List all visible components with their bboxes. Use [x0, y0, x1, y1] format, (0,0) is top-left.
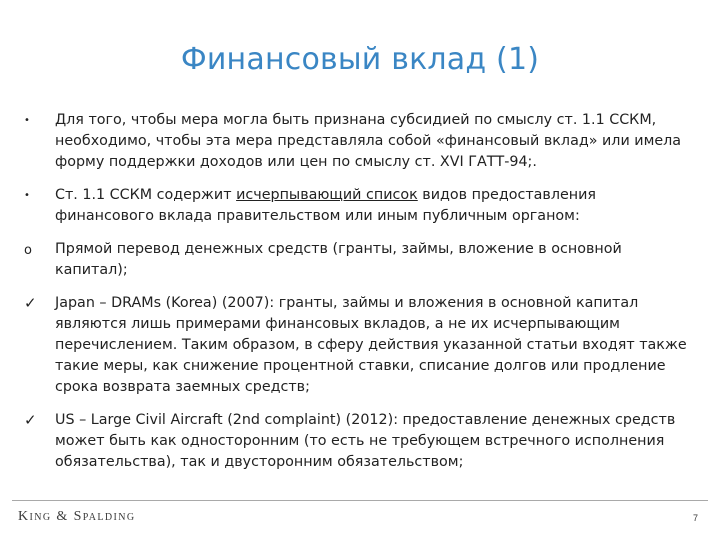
- bullet-text-before: Ст. 1.1 ССКМ содержит: [55, 187, 237, 203]
- slide-title: Финансовый вклад (1): [180, 42, 540, 77]
- checkmark-icon: ✓: [24, 294, 37, 312]
- king-spalding-logo: King & Spalding: [18, 509, 136, 524]
- bullet-text: Japan – DRAMs (Korea) (2007): гранты, займы и вложения в основной капитал являются лишь примерами финансовых вкладов, а не их исчерпывающим перечислением. Таким образом, в сферу действия указанной статьи входят также такие меры, как снижение процентной ставки, списание долгов или продление срока возврата заемных средств;: [55, 295, 687, 395]
- bullet-item-direct-transfer: [24, 239, 694, 281]
- bullet-dot-icon: •: [24, 115, 30, 126]
- underlined-term: исчерпывающий список: [236, 187, 418, 203]
- bullet-item-subsidy: [24, 110, 694, 173]
- bullet-item-japan-drams: [24, 293, 694, 398]
- footer-divider: [12, 500, 708, 501]
- bullet-list: [24, 110, 694, 485]
- checkmark-icon: ✓: [24, 411, 37, 429]
- bullet-text: US – Large Civil Aircraft (2nd complaint) (2012): предоставление денежных средств может быть как односторонним (то есть не требующем встречного исполнения обязательства), так и двусторонним обязательством;: [55, 412, 676, 470]
- bullet-text: Для того, чтобы мера могла быть признана субсидией по смыслу ст. 1.1 ССКМ, необходимо, чтобы эта мера представляла собой «финансовый вклад» или имела форму поддержки доходов или цен по смыслу ст. XVI ГАТТ-94;.: [55, 112, 682, 170]
- bullet-text-after: видов предоставления финансового вклада правительством или иным публичным органом:: [55, 187, 597, 224]
- bullet-item-us-aircraft: [24, 410, 694, 473]
- bullet-dot-icon: •: [24, 190, 30, 201]
- page-number: 7: [692, 513, 698, 523]
- bullet-circle-icon: o: [24, 243, 32, 258]
- bullet-text: Прямой перевод денежных средств (гранты, займы, вложение в основной капитал);: [55, 241, 622, 278]
- bullet-item-scm-list: [24, 185, 694, 227]
